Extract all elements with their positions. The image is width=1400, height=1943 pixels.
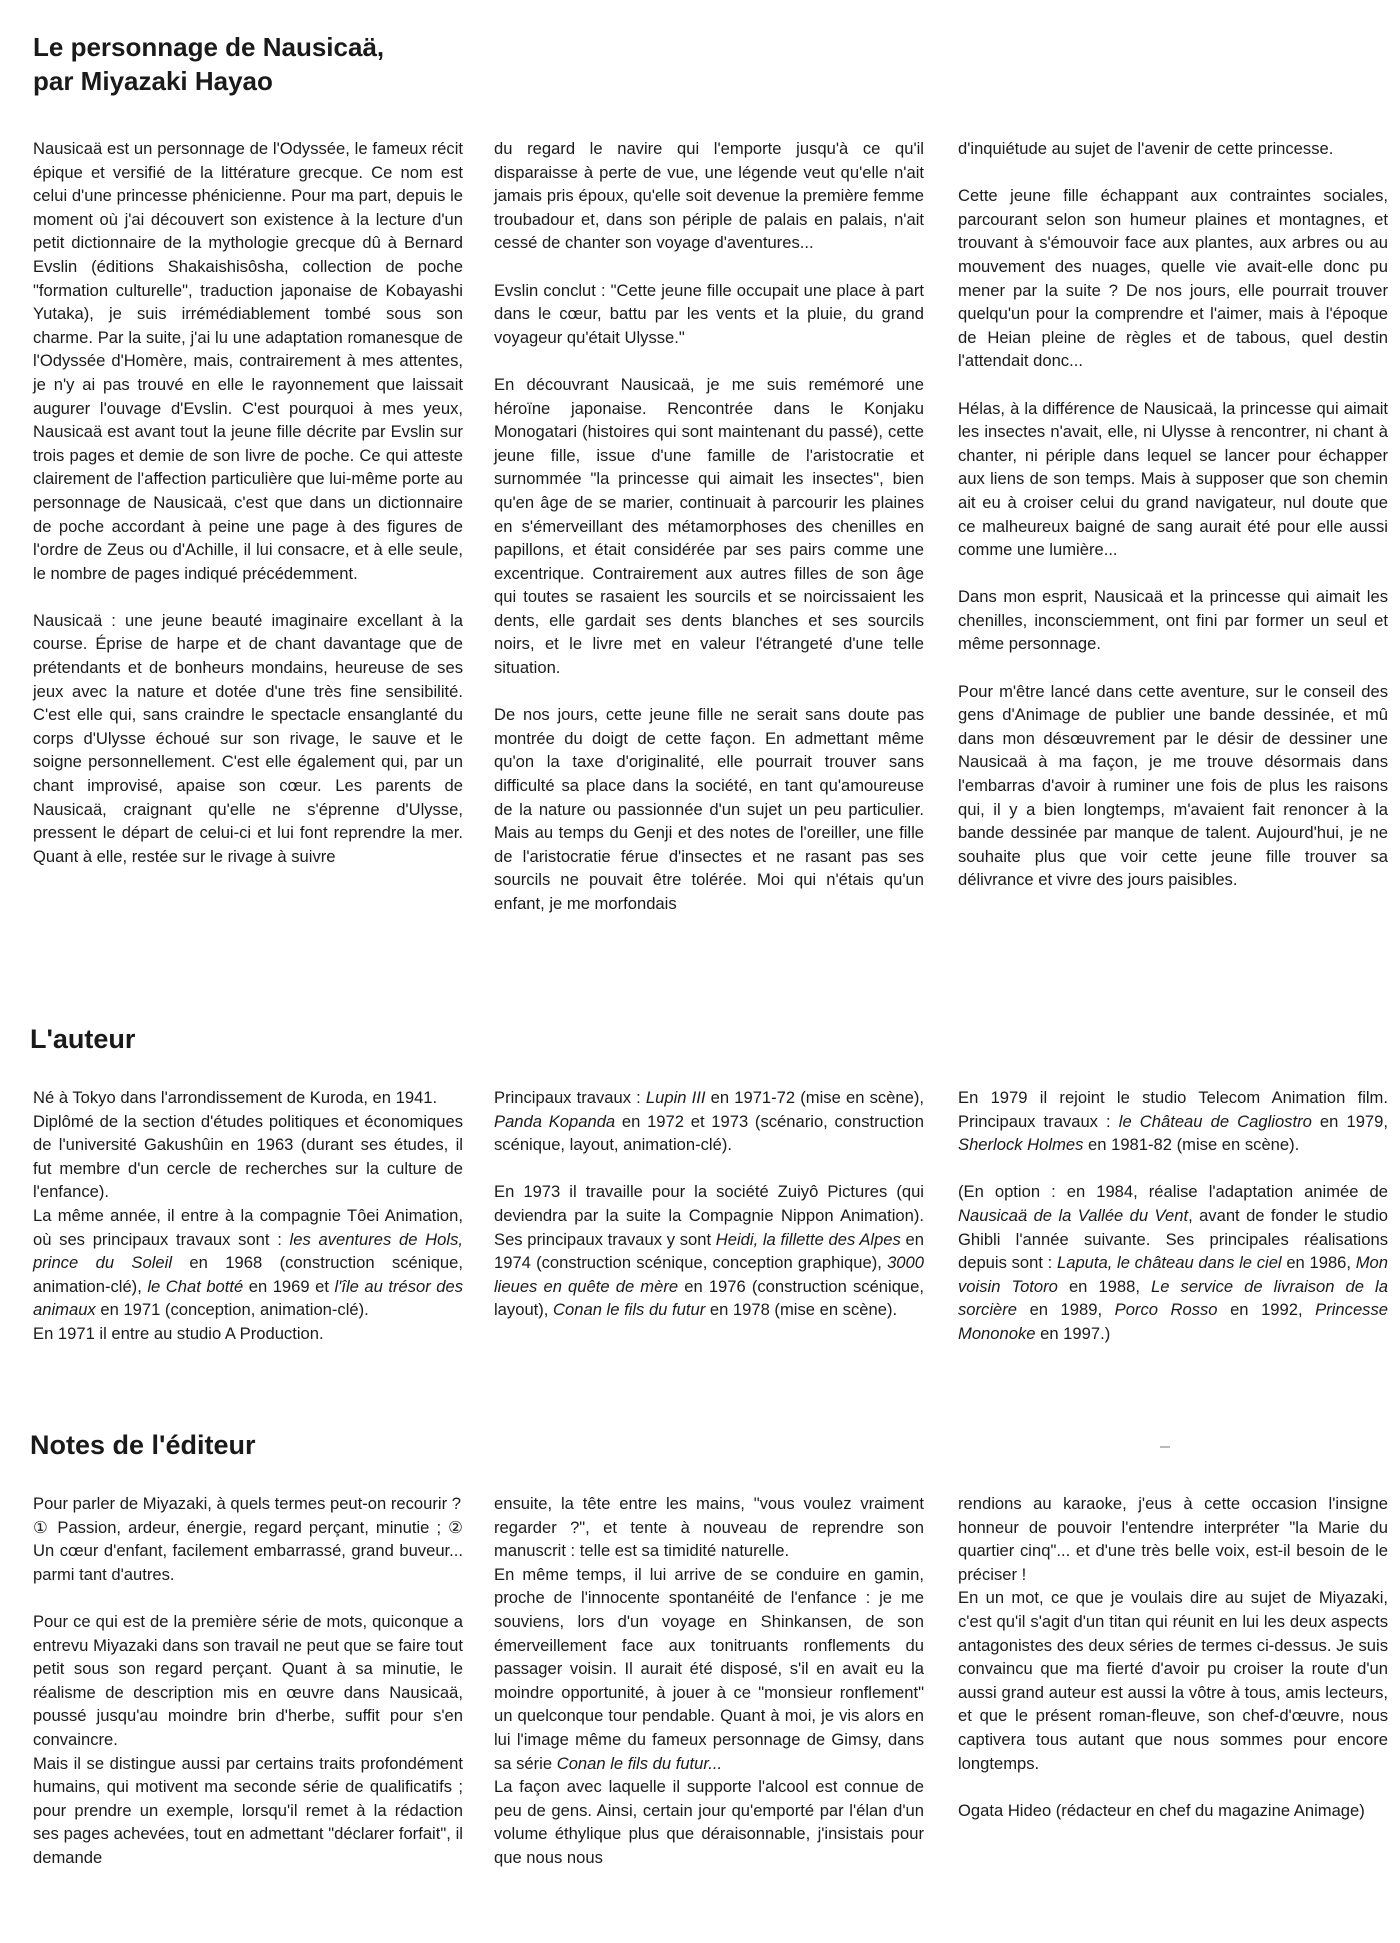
paragraph: (En option : en 1984, réalise l'adaptation animée de Nausicaä de la Vallée du Vent, avant de fonder le studio Ghibli l'année suivante. Ses principales réalisations depuis sont : Laputa, le château dans le ciel en 1986, Mon voisin Totoro en 1988, Le service de livraison de la sorcière en 1989, Porco Rosso en 1992, Princesse Mononoke en 1997.) <box>958 1182 1388 1343</box>
paragraph: Principaux travaux : Lupin III en 1971-72 (mise en scène), Panda Kopanda en 1972 et 1973 (scénario, construction scénique, layout, animation-clé). <box>494 1088 924 1155</box>
title-line-1: Le personnage de Nausicaä, <box>33 32 385 62</box>
paragraph: Pour m'être lancé dans cette aventure, sur le conseil des gens d'Animage de publier une bande dessinée, et mû dans mon désœuvrement par le désir de dessiner une Nausicaä à ma façon, je me trouve désormais dans l'embarras d'avoir à ruminer une fois de plus les raisons qui, il y a bien longtemps, m'avaient fait renoncer à la bande dessinée par manque de talent. Aujourd'hui, je ne souhaite plus que voir cette jeune fille trouver sa délivrance et vivre des jours paisibles. <box>958 681 1388 890</box>
paragraph: Mais il se distingue aussi par certains traits profondément humains, qui motivent ma seconde série de qualificatifs ; pour prendre un exemple, lorsqu'il remet à la rédaction ses pages achevées, tout en admettant "déclarer forfait", il demande <box>33 1753 463 1867</box>
paragraph: La même année, il entre à la compagnie Tôei Animation, où ses principaux travaux sont : les aventures de Hols, prince du Soleil en 1968 (construction scénique, animation-clé), le Chat botté en 1969 et l'île au trésor des animaux en 1971 (conception, animation-clé). <box>33 1205 464 1320</box>
paragraph: En un mot, ce que je voulais dire au sujet de Miyazaki, c'est qu'il s'agit d'un titan qui réunit en lui les deux aspects antagonistes des deux séries de termes ci-dessus. Je suis convaincu que ma fierté d'avoir pu croiser la route d'un aussi grand auteur est aussi la vôtre à tous, amis lecteurs, et que le présent roman-fleuve, son chef-d'œuvre, nous captivera tous autant que nous sommes pour encore longtemps. <box>958 1588 1388 1773</box>
author-column-2 <box>494 1086 924 1346</box>
section-heading-author: L'auteur <box>30 1024 136 1054</box>
paragraph: ensuite, la tête entre les mains, "vous voulez vraiment regarder ?", et tente à nouveau de reprendre son manuscrit : telle est sa timidité naturelle. <box>494 1494 924 1561</box>
notes-column-2 <box>494 1492 924 1870</box>
notes-column-1 <box>33 1492 463 1870</box>
paragraph: Cette jeune fille échappant aux contraintes sociales, parcourant selon son humeur plaines et montagnes, et trouvant à s'émouvoir face aux plantes, aux arbres ou au mouvement des nuages, quelle vie avait-elle donc pu mener par la suite ? De nos jours, elle pourrait trouver quelqu'un pour la comprendre et l'aimer, mais à l'époque de Heian pleine de règles et de tabous, quel destin l'attendait donc... <box>958 186 1388 371</box>
paragraph: Pour ce qui est de la première série de mots, quiconque a entrevu Miyazaki dans son travail ne peut que se faire tout petit sous son regard perçant. Quant à sa minutie, le réalisme de description mis en œuvre dans Nausicaä, poussé jusqu'au moindre brin d'herbe, suffit pour s'en convaincre. <box>33 1611 463 1749</box>
article-column-3 <box>958 137 1388 916</box>
paragraph: Né à Tokyo dans l'arrondissement de Kuroda, en 1941. <box>33 1088 438 1107</box>
paragraph: De nos jours, cette jeune fille ne serait sans doute pas montrée du doigt de cette façon. En admettant même qu'on la taxe d'originalité, elle pourrait trouver sans difficulté sa place dans la société, en tant qu'amoureuse de la nature ou passionnée d'un sujet un peu particulier. Mais au temps du Genji et des notes de l'oreiller, une fille de l'aristocratie férue d'insectes et ne rasant pas ses sourcils ne pouvait être tolérée. Moi qui n'étais qu'un enfant, je me morfondais <box>494 705 924 913</box>
paragraph: Nausicaä : une jeune beauté imaginaire excellant à la course. Éprise de harpe et de chant davantage que de prétendants et de bonheurs mondains, heureuse de ses jeux avec la nature et dotée d'une très fine sensibilité. C'est elle qui, sans craindre le spectacle ensanglanté du corps d'Ulysse échoué sur son rivage, le sauve et le soigne personnellement. C'est elle également qui, par un chant improvisé, apaise son cœur. Les parents de Nausicaä, craignant qu'elle ne s'éprenne d'Ulysse, pressent le départ de celui-ci et lui font reprendre la mer. Quant à elle, restée sur le rivage à suivre <box>33 610 463 866</box>
author-column-1 <box>33 1086 463 1346</box>
paragraph: ① Passion, ardeur, énergie, regard perçant, minutie ; ② Un cœur d'enfant, facilement embarrassé, grand buveur... parmi tant d'autres. <box>33 1517 463 1584</box>
paragraph: Pour parler de Miyazaki, à quels termes peut-on recourir ? <box>33 1494 461 1513</box>
paragraph: Nausicaä est un personnage de l'Odyssée, le fameux récit épique et versifié de la littérature grecque. Ce nom est celui d'une princesse phénicienne. Pour ma part, depuis le moment où j'ai découvert son existence à la lecture d'un petit dictionnaire de la mythologie grecque dû à Bernard Evslin (éditions Shakaishisôsha, collection de poche "formation culturelle", traduction japonaise de Kobayashi Yutaka), je suis irrémédiablement tombé sous son charme. Par la suite, j'ai lu une adaptation romanesque de l'Odyssée d'Homère, mais, contrairement à mes attentes, je n'y ai pas trouvé en elle le rayonnement que laissait augurer l'ouvage d'Evslin. C'est pourquoi à mes yeux, Nausicaä est avant tout la jeune fille décrite par Evslin sur trois pages et demie de son livre de poche. Ce qui atteste clairement de l'affection particulière que lui-même porte au personnage de Nausicaä, c'est que dans un dictionnaire de poche accordant à peine une page à des figures de l'ordre de Zeus ou d'Achille, il lui consacre, et à elle seule, le nombre de pages indiqué précédemment. <box>33 139 463 583</box>
title-line-2: par Miyazaki Hayao <box>33 66 273 96</box>
page-title <box>33 30 384 98</box>
paragraph: Diplômé de la section d'études politiques et économiques de l'université Gakushûin en 1963 (durant ses études, il fut membre d'un cercle de recherches sur la culture de l'enfance). <box>33 1111 463 1202</box>
paragraph: En même temps, il lui arrive de se conduire en gamin, proche de l'innocente spontanéité de l'enfance : je me souviens, lors d'un voyage en Shinkansen, de son émerveillement face aux tonitruants ronflements du passager voisin. Il aurait été disposé, s'il en avait eu la moindre opportunité, à jouer à ce "monsieur ronflement" un quelconque tour pendable. Quant à moi, je vis alors en lui l'image même du fameux personnage de Gimsy, dans sa série Conan le fils du futur... <box>494 1564 924 1773</box>
stray-mark <box>1160 1446 1170 1448</box>
paragraph: Evslin conclut : "Cette jeune fille occupait une place à part dans le cœur, battu par les vents et la pluie, du grand voyageur qu'était Ulysse." <box>494 280 924 347</box>
paragraph: Dans mon esprit, Nausicaä et la princesse qui aimait les chenilles, inconsciemment, ont fini par former un seul et même personnage. <box>958 587 1388 654</box>
signature-line: Ogata Hideo (rédacteur en chef du magazine Animage) <box>958 1800 1365 1820</box>
paragraph: du regard le navire qui l'emporte jusqu'à ce qu'il disparaisse à perte de vue, une légende veut qu'elle n'ait jamais pris époux, qu'elle soit devenue la première femme troubadour et, dans son périple de palais en palais, n'ait cessé de chanter son voyage d'aventures... <box>494 139 924 253</box>
author-column-3 <box>958 1086 1388 1369</box>
section-heading-editor-notes: Notes de l'éditeur <box>30 1430 256 1460</box>
paragraph: La façon avec laquelle il supporte l'alcool est connue de peu de gens. Ainsi, certain jour qu'emporté par l'élan d'un volume éthylique plus que déraisonnable, j'insistais pour que nous nous <box>494 1777 924 1867</box>
paragraph: En 1973 il travaille pour la société Zuiyô Pictures (qui deviendra par la suite la Compagnie Nippon Animation). Ses principaux travaux y sont Heidi, la fillette des Alpes en 1974 (construction scénique, conception graphique), 3000 lieues en quête de mère en 1976 (construction scénique, layout), Conan le fils du futur en 1978 (mise en scène). <box>494 1182 925 1320</box>
paragraph: En découvrant Nausicaä, je me suis remémoré une héroïne japonaise. Rencontrée dans le Konjaku Monogatari (histoires qui sont maintenant du passé), cette jeune fille, issue d'une famille de l'aristocratie et surnommée "la princesse qui aimait les insectes", bien qu'en âge de se marier, continuait à parcourir les plaines en s'émerveillant des métamorphoses des chenilles en papillons, et était considérée par ses pairs comme une excentrique. Contrairement aux autres filles de son âge qui toutes se rasaient les sourcils et se noircissaient les dents, elle gardait ses dents blanches et ses sourcils noirs, et le livre met en valeur l'étrangeté d'une telle situation. <box>494 374 924 678</box>
paragraph: En 1979 il rejoint le studio Telecom Animation film. Principaux travaux : le Château de Cagliostro en 1979, Sherlock Holmes en 1981-82 (mise en scène). <box>958 1088 1388 1155</box>
notes-column-3 <box>958 1492 1388 1822</box>
paragraph: d'inquiétude au sujet de l'avenir de cette princesse. <box>958 139 1334 158</box>
paragraph: Hélas, à la différence de Nausicaä, la princesse qui aimait les insectes n'avait, elle, ni Ulysse à rencontrer, ni chant à chanter, ni périple dans lequel se lancer pour échapper aux liens de son temps. Mais à supposer que son chemin ait eu à croiser celui du grand navigateur, nul doute que ce malheureux baigné de sang aurait été pour elle aussi comme une lumière... <box>958 398 1388 560</box>
article-column-1 <box>33 137 463 892</box>
article-column-2 <box>494 137 924 939</box>
paragraph: En 1971 il entre au studio A Production. <box>33 1323 324 1343</box>
paragraph: rendions au karaoke, j'eus à cette occasion l'insigne honneur de pouvoir l'entendre interpréter "la Marie du quartier cinq"... et d'une très belle voix, est-il besoin de le préciser ! <box>958 1494 1388 1584</box>
